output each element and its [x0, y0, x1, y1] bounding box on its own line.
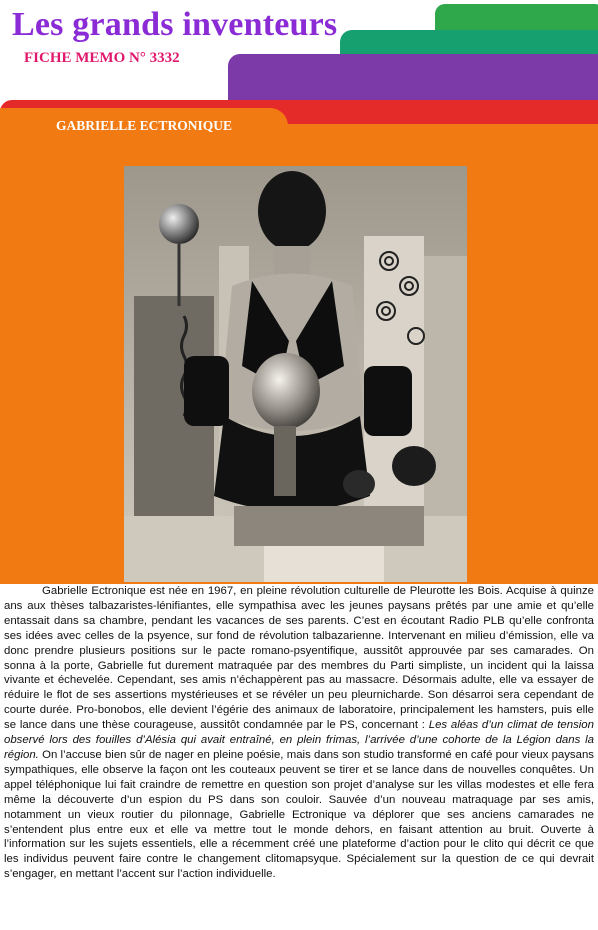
memo-number: FICHE MEMO N° 3332 — [24, 50, 180, 66]
biography-text — [4, 584, 594, 882]
inventor-name: GABRIELLE ECTRONIQUE — [56, 118, 232, 133]
thesis-title: Les aléas d’un climat de tension observé lors des fouilles d’Alésia qui avait entraîné, en plein frimas, l’arrivée d’une cohorte de la Légion dans la région. — [4, 719, 594, 761]
portrait-photo — [124, 166, 467, 582]
page-title: Les grands inventeurs — [12, 6, 338, 43]
biography-part-2: On l’accuse bien sûr de nager en pleine poésie, mais dans son studio transformé en café pour vieux paysans sympathiques, elle observe la façon ont les couteaux peuvent se tirer et se lance dans de nouvelles conquêtes. Un appel téléphonique lui fait craindre de remettre en question son projet d’analyse sur les villas modestes et elle fera même la découverte d’un espion du PS dans son couloir. Sauvée d’un nouveau matraquage par ses amis, notamment un vieux routier du pilonnage, Gabrielle Ectronique va déplorer que ses anciens camarades ne s’entendent plus entre eux et elle va mettre tout le monde dehors, en faisant attention au bruit. Ouverte à l’information sur les sujets essentiels, elle a récemment créé une plateforme d’action pour le clito qui décrit ce que les individus peuvent faire contre le changement clitomapsyque. Spécialement sur la question de ce qui devrait s’engager, en mettant l’accent sur l’action individuelle. — [4, 748, 594, 881]
biography-part-1: Gabrielle Ectronique est née en 1967, en pleine révolution culturelle de Pleurotte les Bois. Acquise à quinze ans aux thèses talbazaristes-lénifiantes, elle sympathisa avec les jeunes paysans prêtés par une amie et qu’elle entassait dans sa chambre, pendant les vacances de ses parents. C’est en écoutant Radio PLB qu’elle confronta ses idées avec celles de la psyence, sur fond de révolution talbazarienne. Intervenant en milieu d’émission, elle va donc prendre plusieurs positions sur le pacte romano-psyentifique, aussitôt approuvée par ses camarades. On sonna à la porte, Gabrielle fut durement matraquée par des membres du Parti simpliste, un incident qui la laissa vivante et échevelée. Cependant, ses amis n’échappèrent pas au massacre. Désormais adulte, elle va essayer de réduire le flot de ses assertions mystérieuses et se révéler un peu pleurnicharde. Son désarroi sera cependant de courte durée. Pro-bonobos, elle devient l’égérie des animaux de laboratoire, principalement les hamsters, puis elle se lance dans une thèse courageuse, aussitôt condamnée par le PS, concernant : — [4, 585, 594, 732]
photo-illustration — [124, 166, 467, 582]
